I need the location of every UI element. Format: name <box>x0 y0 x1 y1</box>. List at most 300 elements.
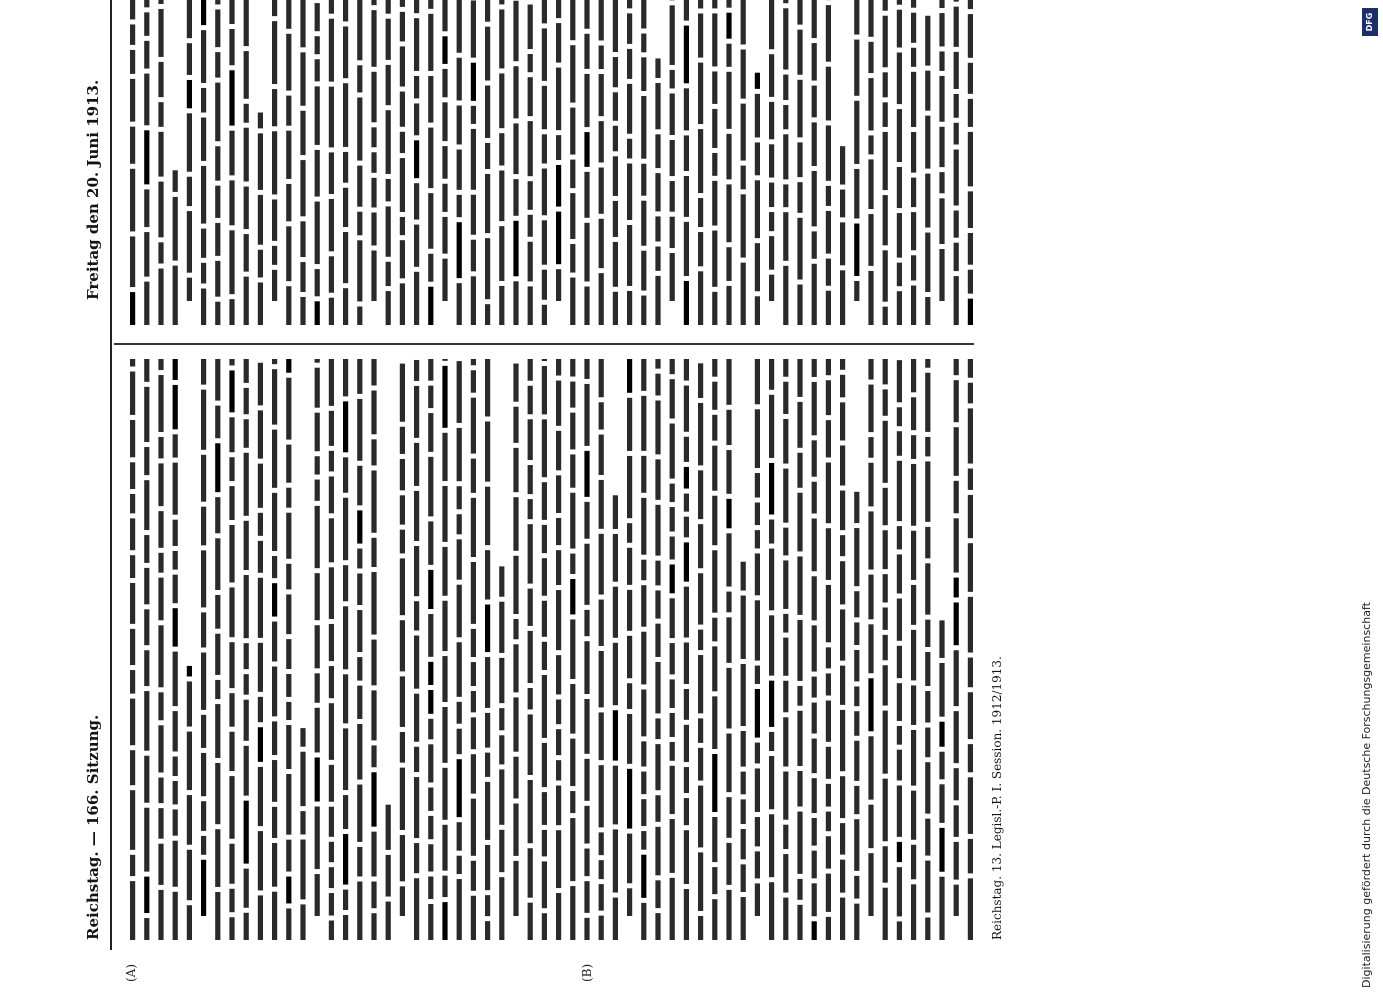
text-line-segment <box>584 74 589 127</box>
text-line-segment <box>712 181 717 226</box>
text-line-segment <box>499 602 504 653</box>
text-line-segment <box>556 830 561 888</box>
text-line-segment <box>173 652 178 706</box>
text-line-segment <box>144 282 149 325</box>
text-line-segment <box>158 844 163 885</box>
text-line-segment <box>244 521 249 570</box>
text-line-segment <box>244 453 249 516</box>
text-line-segment <box>471 276 476 325</box>
text-line-segment <box>528 359 533 381</box>
text-line-segment <box>627 359 632 393</box>
text-line-segment <box>797 493 802 552</box>
text-line-segment <box>854 101 859 164</box>
text-line-segment <box>783 898 788 940</box>
text-line-segment <box>854 528 859 586</box>
text-line-segment <box>954 518 959 572</box>
text-line-segment <box>343 498 348 560</box>
text-line-segment <box>286 286 291 325</box>
text-line-segment <box>442 217 447 254</box>
text-line-segment <box>911 132 916 173</box>
text-line-segment <box>670 217 675 248</box>
text-line-segment <box>840 666 845 705</box>
text-line-segment <box>272 556 277 578</box>
text-line-segment <box>187 850 192 900</box>
text-line-segment <box>684 517 689 538</box>
text-line-segment <box>783 8 788 69</box>
text-line-segment <box>911 730 916 786</box>
text-line-segment <box>613 156 618 196</box>
text-line-segment <box>201 801 206 831</box>
text-line-segment <box>797 285 802 325</box>
text-line-segment <box>229 457 234 481</box>
text-line-segment <box>570 493 575 549</box>
text-line-segment <box>641 57 646 91</box>
text-line-segment <box>939 784 944 823</box>
text-line-segment <box>584 34 589 69</box>
text-line-segment <box>925 819 930 856</box>
text-line-segment <box>911 531 916 580</box>
text-line-segment <box>911 685 916 725</box>
text-line-segment <box>741 596 746 659</box>
text-line-segment <box>911 585 916 625</box>
text-line-segment <box>655 744 660 790</box>
text-line-segment <box>428 816 433 839</box>
text-line-segment <box>244 643 249 669</box>
text-line-segment <box>258 541 263 573</box>
text-line-segment <box>229 29 234 65</box>
text-line-segment <box>556 699 561 724</box>
text-line-segment <box>769 54 774 97</box>
text-line-segment <box>570 108 575 155</box>
text-line-segment <box>130 670 135 694</box>
text-line-segment <box>286 445 291 483</box>
text-line-segment <box>329 152 334 194</box>
text-line-segment <box>840 359 845 370</box>
text-line-segment <box>414 103 419 135</box>
text-line-segment <box>726 843 731 885</box>
text-line-segment <box>769 520 774 544</box>
text-line-segment <box>357 573 362 605</box>
text-line-segment <box>741 263 746 325</box>
text-line-segment <box>954 885 959 916</box>
text-line-segment <box>655 718 660 739</box>
text-line-segment <box>599 651 604 707</box>
text-line-segment <box>868 78 873 130</box>
text-line-segment <box>939 198 944 244</box>
text-line-segment <box>627 456 632 518</box>
text-line-segment <box>229 417 234 452</box>
text-line-segment <box>840 190 845 218</box>
text-line-segment <box>315 86 320 145</box>
text-line-segment <box>542 482 547 520</box>
text-line-segment <box>684 437 689 462</box>
text-line-segment <box>797 905 802 940</box>
text-line-segment <box>712 13 717 66</box>
text-line-segment <box>201 88 206 113</box>
text-line-segment <box>769 102 774 139</box>
text-line-segment <box>329 765 334 802</box>
text-line-segment <box>329 921 334 940</box>
text-line-segment <box>329 298 334 325</box>
text-line-segment <box>173 266 178 325</box>
text-line-segment <box>528 181 533 210</box>
text-line-segment <box>371 640 376 686</box>
text-line-segment <box>300 904 305 940</box>
text-line-segment <box>144 232 149 277</box>
text-line-segment <box>158 0 163 4</box>
text-line-segment <box>726 13 731 39</box>
text-line-segment <box>343 288 348 325</box>
text-line-segment <box>513 757 518 799</box>
text-line-segment <box>883 195 888 245</box>
text-line-segment <box>201 715 206 748</box>
text-line-segment <box>542 525 547 553</box>
text-line-segment <box>570 886 575 940</box>
text-line-segment <box>684 26 689 84</box>
text-line-segment <box>769 756 774 809</box>
text-line-segment <box>968 878 973 940</box>
text-line-segment <box>371 212 376 245</box>
text-line-segment <box>797 812 802 874</box>
text-line-segment <box>556 381 561 426</box>
text-line-segment <box>471 691 476 712</box>
text-line-segment <box>371 572 376 635</box>
text-line-segment <box>144 387 149 442</box>
text-line-segment <box>329 893 334 915</box>
text-line-segment <box>797 620 802 681</box>
text-line-segment <box>613 710 618 760</box>
text-line-segment <box>783 266 788 325</box>
text-line-segment <box>755 359 760 404</box>
text-line-segment <box>542 305 547 325</box>
text-line-segment <box>854 40 859 96</box>
text-line-segment <box>215 52 220 77</box>
text-line-segment <box>968 0 973 9</box>
text-line-segment <box>357 212 362 236</box>
text-line-segment <box>868 271 873 325</box>
text-line-segment <box>173 520 178 546</box>
text-line-segment <box>826 647 831 668</box>
text-line-segment <box>670 379 675 418</box>
text-line-segment <box>613 242 618 287</box>
text-line-segment <box>840 776 845 818</box>
text-line-segment <box>911 359 916 392</box>
text-line-segment <box>698 0 703 8</box>
text-line-segment <box>883 608 888 630</box>
text-line-segment <box>428 719 433 740</box>
text-line-segment <box>599 273 604 325</box>
text-line-segment <box>826 291 831 325</box>
text-line-segment <box>485 753 490 777</box>
text-line-segment <box>258 767 263 826</box>
text-line-segment <box>826 67 831 121</box>
text-line-segment <box>769 359 774 390</box>
text-line-segment <box>911 630 916 681</box>
text-line-segment <box>400 768 405 830</box>
text-line-segment <box>726 668 731 729</box>
text-line-segment <box>599 74 604 116</box>
text-line-segment <box>286 96 291 126</box>
text-line-segment <box>513 179 518 216</box>
text-line-segment <box>755 666 760 684</box>
text-line-segment <box>215 680 220 699</box>
text-line-segment <box>897 683 902 721</box>
text-line-segment <box>698 852 703 911</box>
text-line-segment <box>570 554 575 574</box>
text-line-segment <box>712 71 717 103</box>
text-line-segment <box>826 211 831 254</box>
text-line-segment <box>471 129 476 190</box>
text-line-segment <box>868 511 873 569</box>
text-line-segment <box>158 625 163 687</box>
text-line-segment <box>684 222 689 276</box>
text-line-segment <box>158 890 163 940</box>
text-line-segment <box>783 638 788 676</box>
text-line-segment <box>911 397 916 430</box>
text-line-segment <box>485 895 490 916</box>
text-line-segment <box>158 375 163 432</box>
text-line-segment <box>641 585 646 626</box>
text-line-segment <box>812 122 817 166</box>
text-line-segment <box>812 739 817 774</box>
text-line-segment <box>783 184 788 207</box>
text-line-segment <box>655 590 660 618</box>
text-line-segment <box>485 657 490 708</box>
text-line-segment <box>627 291 632 325</box>
text-line-segment <box>371 881 376 908</box>
text-line-segment <box>315 202 320 265</box>
text-line-segment <box>911 255 916 280</box>
text-line-segment <box>925 861 930 913</box>
text-line-segment <box>400 530 405 554</box>
text-line-segment <box>584 881 589 913</box>
text-line-segment <box>741 799 746 824</box>
text-line-segment <box>797 453 802 488</box>
text-line-segment <box>883 16 888 68</box>
text-line-segment <box>613 898 618 940</box>
text-line-segment <box>442 146 447 179</box>
text-line-segment <box>315 625 320 668</box>
text-line-segment <box>570 359 575 377</box>
text-line-segment <box>726 134 731 180</box>
text-line-segment <box>485 359 490 416</box>
text-line-segment <box>911 178 916 207</box>
text-line-segment <box>357 466 362 506</box>
text-line-segment <box>655 795 660 822</box>
text-line-segment <box>144 447 149 475</box>
text-line-segment <box>329 411 334 446</box>
text-line-segment <box>173 385 178 429</box>
text-line-segment <box>826 186 831 206</box>
text-line-segment <box>215 406 220 439</box>
text-line-segment <box>130 494 135 513</box>
text-line-segment <box>499 769 504 824</box>
text-line-segment <box>158 242 163 263</box>
text-line-segment <box>499 9 504 68</box>
text-line-segment <box>471 799 476 856</box>
text-line-segment <box>954 7 959 47</box>
text-line-segment <box>968 469 973 490</box>
text-line-segment <box>173 781 178 804</box>
text-line-segment <box>428 413 433 452</box>
text-line-segment <box>229 642 234 688</box>
text-line-segment <box>854 224 859 276</box>
text-line-segment <box>513 556 518 614</box>
text-line-segment <box>599 765 604 827</box>
text-line-segment <box>158 692 163 720</box>
text-line-segment <box>797 686 802 706</box>
text-line-segment <box>329 842 334 862</box>
text-line-segment <box>300 840 305 900</box>
text-line-segment <box>442 433 447 481</box>
text-line-segment <box>968 692 973 739</box>
text-line-segment <box>741 562 746 591</box>
text-line-segment <box>883 250 888 301</box>
text-line-segment <box>229 587 234 637</box>
text-line-segment <box>258 513 263 536</box>
text-line-segment <box>528 242 533 282</box>
text-line-segment <box>883 846 888 882</box>
text-line-segment <box>840 222 845 265</box>
text-line-segment <box>215 186 220 218</box>
text-line-segment <box>542 366 547 414</box>
text-line-segment <box>258 727 263 762</box>
text-line-segment <box>641 741 646 766</box>
text-line-segment <box>158 578 163 621</box>
left-text-column <box>120 355 1000 940</box>
text-line-segment <box>641 498 646 555</box>
text-line-segment <box>457 539 462 579</box>
text-line-segment <box>826 125 831 180</box>
text-line-segment <box>840 270 845 325</box>
text-line-segment <box>428 690 433 714</box>
text-line-segment <box>812 231 817 258</box>
text-line-segment <box>670 537 675 560</box>
text-line-segment <box>528 631 533 683</box>
text-line-segment <box>542 134 547 163</box>
text-line-segment <box>471 896 476 940</box>
text-line-segment <box>442 547 447 596</box>
text-line-segment <box>357 359 362 394</box>
text-line-segment <box>911 212 916 250</box>
text-line-segment <box>655 83 660 129</box>
text-line-segment <box>485 0 490 22</box>
text-line-segment <box>400 427 405 454</box>
text-line-segment <box>741 772 746 795</box>
text-line-segment <box>428 614 433 657</box>
text-line-segment <box>954 276 959 325</box>
text-line-segment <box>968 14 973 58</box>
text-line-segment <box>868 805 873 849</box>
text-line-segment <box>244 869 249 908</box>
text-line-segment <box>201 229 206 258</box>
text-line-segment <box>911 464 916 526</box>
text-line-segment <box>414 777 419 838</box>
text-line-segment <box>400 495 405 524</box>
text-line-segment <box>840 898 845 940</box>
text-line-segment <box>655 913 660 940</box>
text-line-segment <box>144 650 149 686</box>
text-line-segment <box>584 223 589 282</box>
text-line-segment <box>343 83 348 147</box>
text-line-segment <box>528 688 533 709</box>
text-line-segment <box>897 167 902 208</box>
text-line-segment <box>783 825 788 849</box>
text-line-segment <box>229 889 234 912</box>
text-line-segment <box>812 778 817 813</box>
text-line-segment <box>897 10 902 48</box>
text-line-segment <box>286 840 291 872</box>
text-line-segment <box>386 291 391 325</box>
text-line-segment <box>911 286 916 325</box>
text-line-segment <box>329 359 334 406</box>
text-line-segment <box>641 855 646 898</box>
text-line-segment <box>457 642 462 697</box>
text-line-segment <box>684 643 689 684</box>
text-line-segment <box>897 526 902 549</box>
text-line-segment <box>371 470 376 532</box>
text-line-segment <box>769 549 774 611</box>
text-line-segment <box>670 713 675 737</box>
text-line-segment <box>244 913 249 940</box>
text-line-segment <box>513 364 518 402</box>
text-line-segment <box>854 686 859 706</box>
text-line-segment <box>173 197 178 261</box>
text-line-segment <box>726 44 731 67</box>
text-line-segment <box>826 836 831 868</box>
text-line-segment <box>655 624 660 657</box>
text-line-segment <box>755 553 760 595</box>
text-line-segment <box>130 583 135 624</box>
text-line-segment <box>457 856 462 874</box>
text-line-segment <box>925 373 930 432</box>
text-line-segment <box>755 883 760 916</box>
text-line-segment <box>386 262 391 286</box>
text-line-segment <box>173 608 178 646</box>
text-line-segment <box>457 486 462 509</box>
text-line-segment <box>513 619 518 639</box>
text-line-segment <box>797 30 802 75</box>
text-line-segment <box>670 679 675 708</box>
text-line-segment <box>584 699 589 754</box>
text-line-segment <box>883 72 888 97</box>
text-line-segment <box>925 116 930 169</box>
text-line-segment <box>954 123 959 145</box>
text-line-segment <box>300 221 305 257</box>
text-line-segment <box>584 451 589 497</box>
text-line-segment <box>471 498 476 557</box>
text-line-segment <box>741 166 746 190</box>
text-line-segment <box>386 805 391 850</box>
text-line-segment <box>684 359 689 381</box>
text-line-segment <box>272 493 277 551</box>
text-line-segment <box>627 84 632 134</box>
text-line-segment <box>144 480 149 530</box>
text-line-segment <box>400 364 405 422</box>
text-line-segment <box>144 535 149 563</box>
text-line-segment <box>599 832 604 855</box>
text-line-segment <box>698 630 703 650</box>
text-line-segment <box>442 0 447 31</box>
text-line-segment <box>883 0 888 11</box>
text-line-segment <box>783 75 788 100</box>
text-line-segment <box>215 829 220 887</box>
text-line-segment <box>570 413 575 450</box>
text-line-segment <box>187 795 192 845</box>
text-line-segment <box>684 88 689 130</box>
text-line-segment <box>883 132 888 190</box>
text-line-segment <box>897 599 902 641</box>
